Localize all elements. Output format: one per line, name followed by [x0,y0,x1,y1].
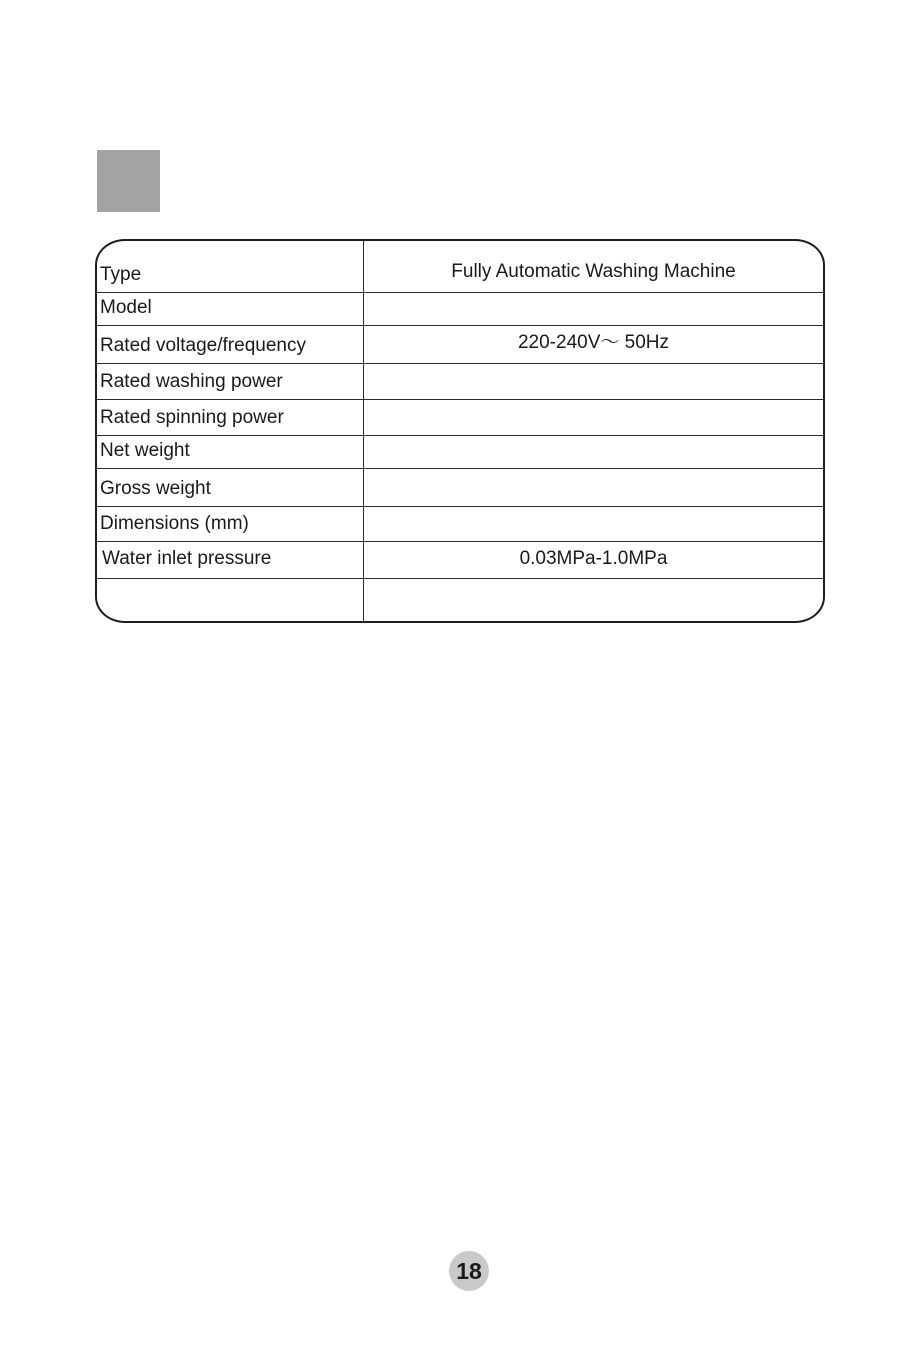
spec-label-rated-voltage-frequency: Rated voltage/frequency [100,335,306,356]
spec-label-rated-spinning-power: Rated spinning power [100,407,284,428]
table-row [97,364,823,400]
table-row [97,293,823,326]
spec-label-rated-washing-power: Rated washing power [100,371,283,392]
table-row [97,436,823,469]
spec-value-type: Fully Automatic Washing Machine [451,261,736,282]
spec-label-model: Model [100,297,152,318]
spec-label-type: Type [100,264,142,285]
table-row [97,241,823,293]
section-marker [97,150,160,212]
spec-value-water-inlet-pressure: 0.03MPa-1.0MPa [519,548,668,569]
table-row [97,579,823,623]
table-row [97,400,823,436]
table-row [97,326,823,364]
specifications-table [95,239,825,623]
spec-value-rated-voltage-frequency: 220-240V～ 50Hz [517,332,670,353]
page-number-badge: 18 [449,1251,489,1291]
spec-label-net-weight: Net weight [100,440,190,461]
table-row [97,542,823,579]
table-row [97,469,823,507]
spec-label-water-inlet-pressure: Water inlet pressure [102,548,272,569]
spec-label-dimensions: Dimensions (mm) [100,513,249,534]
table-row [97,507,823,542]
spec-label-gross-weight: Gross weight [100,478,211,499]
